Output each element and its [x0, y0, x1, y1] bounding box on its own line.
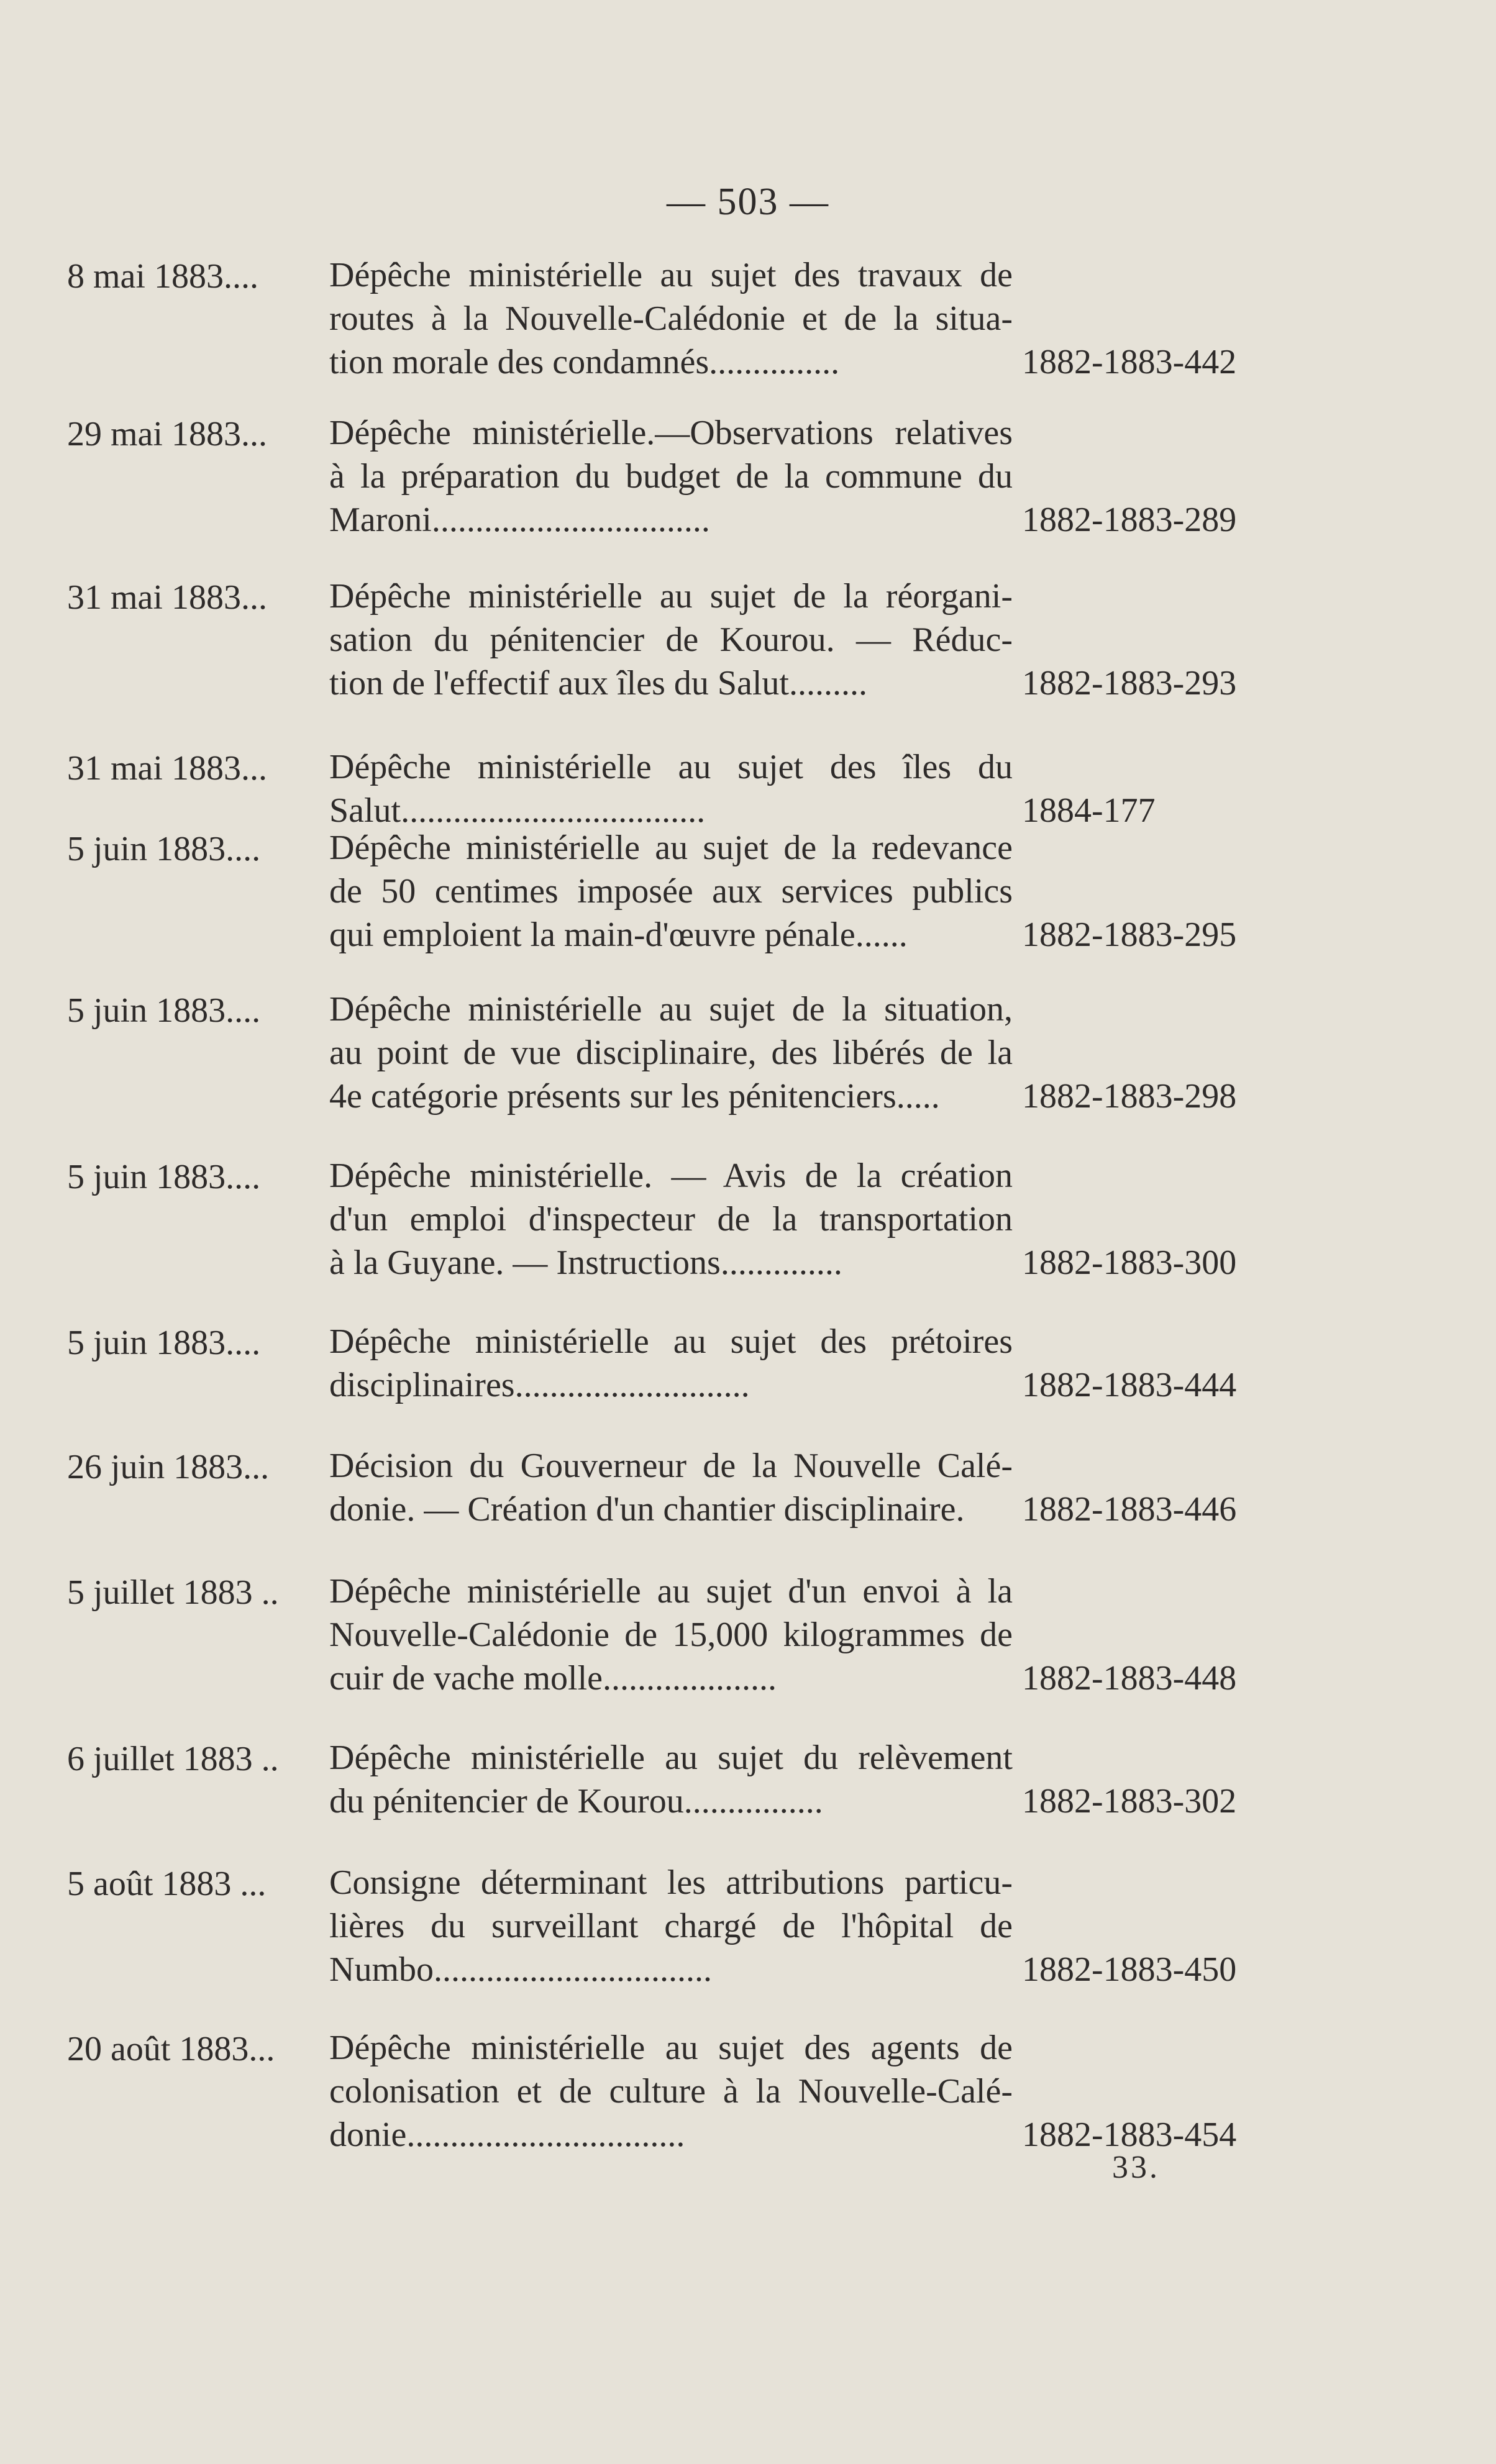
entry-line: Décision du Gouverneur de la Nouvelle Calé-	[329, 1447, 1013, 1485]
entry-line: Dépêche ministérielle au sujet de la situation,	[329, 990, 1013, 1029]
entry-line: 4e catégorie présents sur les pénitenciers.....	[329, 1077, 940, 1116]
entry-reference: 1882-1883-289	[1022, 501, 1237, 539]
entry-line: colonisation et de culture à la Nouvelle-Calé-	[329, 2072, 1013, 2111]
entry-reference: 1882-1883-450	[1022, 1950, 1237, 1989]
entry-line: Dépêche ministérielle. — Avis de la création	[329, 1157, 1013, 1195]
entry-line: disciplinaires...........................	[329, 1366, 750, 1404]
entry-description	[329, 1154, 1013, 1284]
entry-reference: 1882-1883-448	[1022, 1659, 1237, 1698]
entry-reference: 1882-1883-300	[1022, 1243, 1237, 1282]
entry-description	[329, 575, 1013, 705]
entry-date: 5 juin 1883....	[67, 830, 261, 868]
entry-line: qui emploient la main-d'œuvre pénale......	[329, 916, 908, 954]
entry-reference: 1882-1883-444	[1022, 1366, 1237, 1404]
entry-line: Dépêche ministérielle au sujet des prétoires	[329, 1322, 1013, 1361]
entry-line: à la Guyane. — Instructions..............	[329, 1243, 842, 1282]
entry-description	[329, 988, 1013, 1118]
entry-description	[329, 1444, 1013, 1531]
entry-reference: 1882-1883-302	[1022, 1782, 1237, 1821]
entry-description	[329, 2026, 1013, 2157]
entry-reference: 1882-1883-295	[1022, 916, 1237, 954]
entry-date: 6 juillet 1883 ..	[67, 1740, 279, 1778]
entry-line: Dépêche ministérielle au sujet de la redevance	[329, 829, 1013, 867]
entry-reference: 1882-1883-298	[1022, 1077, 1237, 1116]
signature-mark: 33.	[1112, 2150, 1160, 2185]
entry-line: routes à la Nouvelle-Calédonie et de la situa-	[329, 299, 1013, 338]
entry-line: d'un emploi d'inspecteur de la transportation	[329, 1200, 1013, 1239]
entry-line: cuir de vache molle....................	[329, 1659, 777, 1698]
entry-line: Dépêche ministérielle au sujet de la réorgani-	[329, 577, 1013, 616]
entry-date: 5 juin 1883....	[67, 1324, 261, 1362]
entry-date: 31 mai 1883...	[67, 749, 267, 788]
entry-description	[329, 1736, 1013, 1823]
entry-line: Maroni................................	[329, 501, 710, 539]
entry-description	[329, 1320, 1013, 1407]
entry-line: Consigne déterminant les attributions particu-	[329, 1863, 1013, 1902]
entry-reference: 1882-1883-442	[1022, 343, 1237, 381]
entry-line: Dépêche ministérielle au sujet du relèvement	[329, 1739, 1013, 1777]
entry-line: Dépêche ministérielle au sujet des îles du	[329, 748, 1013, 786]
entry-line: au point de vue disciplinaire, des libérés de la	[329, 1034, 1013, 1072]
entry-line: de 50 centimes imposée aux services publics	[329, 872, 1013, 911]
entry-line: sation du pénitencier de Kourou. — Réduc-	[329, 621, 1013, 659]
entry-line: du pénitencier de Kourou................	[329, 1782, 823, 1821]
entry-description	[329, 253, 1013, 384]
entry-date: 26 juin 1883...	[67, 1448, 270, 1486]
entry-line: tion de l'effectif aux îles du Salut.........	[329, 664, 867, 702]
entry-date: 20 août 1883...	[67, 2030, 275, 2068]
entry-date: 5 juin 1883....	[67, 991, 261, 1030]
entry-line: Dépêche ministérielle.—Observations relatives	[329, 414, 1013, 452]
entry-reference: 1882-1883-454	[1022, 2116, 1237, 2154]
entry-line: donie. — Création d'un chantier disciplinaire.	[329, 1490, 965, 1529]
entry-reference: 1884-177	[1022, 791, 1156, 830]
entry-line: Numbo................................	[329, 1950, 712, 1989]
entry-description	[329, 1570, 1013, 1700]
entry-date: 5 août 1883 ...	[67, 1865, 267, 1903]
entry-line: tion morale des condamnés...............	[329, 343, 840, 381]
entry-line: Dépêche ministérielle au sujet des agents de	[329, 2029, 1013, 2067]
entry-description	[329, 745, 1013, 832]
entry-line: Nouvelle-Calédonie de 15,000 kilogrammes de	[329, 1616, 1013, 1654]
entry-date: 5 juin 1883....	[67, 1158, 261, 1196]
entry-line: Salut...................................	[329, 791, 706, 830]
entry-line: Dépêche ministérielle au sujet des travaux de	[329, 256, 1013, 294]
entry-date: 8 mai 1883....	[67, 257, 258, 296]
entry-line: donie................................	[329, 2116, 685, 2154]
entry-date: 29 mai 1883...	[67, 415, 267, 453]
entry-line: lières du surveillant chargé de l'hôpital de	[329, 1907, 1013, 1945]
entry-description	[329, 826, 1013, 957]
entry-line: Dépêche ministérielle au sujet d'un envoi à la	[329, 1572, 1013, 1611]
entry-reference: 1882-1883-293	[1022, 664, 1237, 702]
page-number: — 503 —	[667, 181, 829, 223]
entry-line: à la préparation du budget de la commune du	[329, 457, 1013, 496]
entry-date: 5 juillet 1883 ..	[67, 1573, 279, 1612]
entry-description	[329, 1861, 1013, 1991]
entry-reference: 1882-1883-446	[1022, 1490, 1237, 1529]
entry-description	[329, 411, 1013, 542]
entry-date: 31 mai 1883...	[67, 578, 267, 617]
